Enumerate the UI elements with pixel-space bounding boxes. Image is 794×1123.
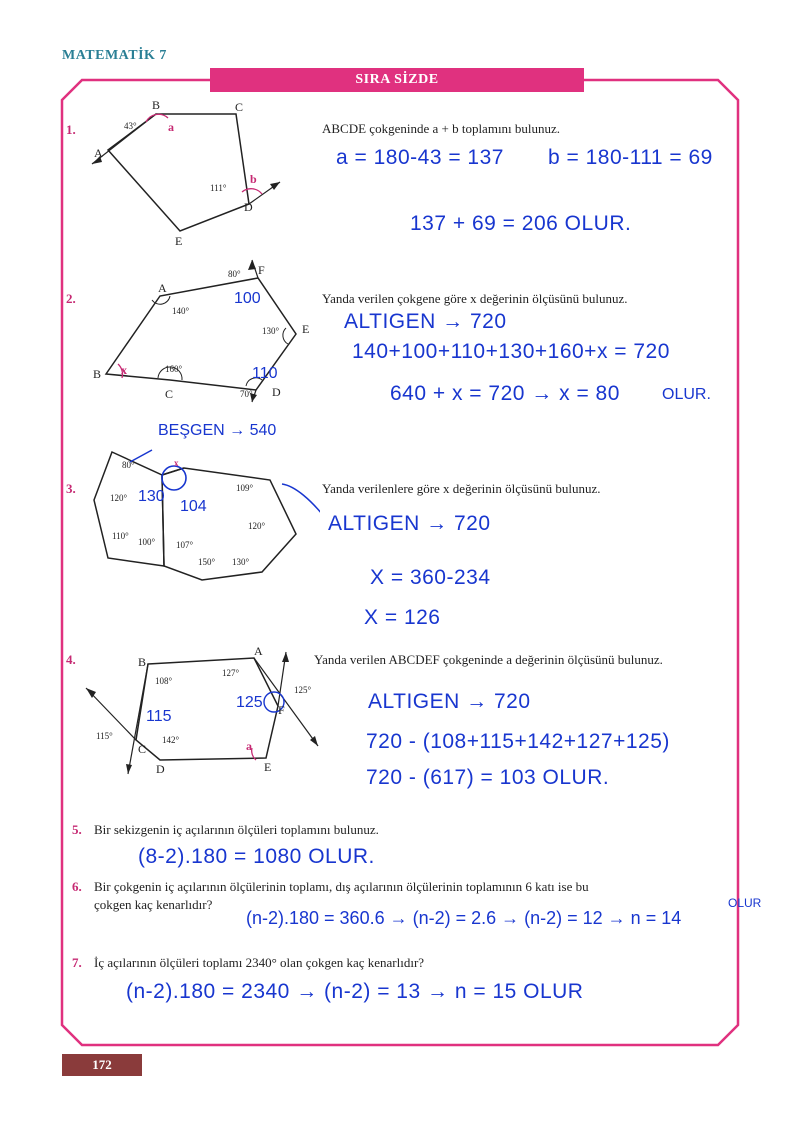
- fig1-label-E: E: [175, 234, 183, 248]
- fig2-label-C: C: [165, 387, 174, 401]
- fig3-angle-80: 80°: [122, 460, 135, 470]
- fig4-label-B: B: [138, 655, 147, 669]
- fig3-hw-130: 130: [138, 488, 165, 505]
- fig2-unknown-x: x: [121, 363, 127, 377]
- q2-hw-line2: 140+100+110+130+160+x = 720: [352, 340, 670, 363]
- fig4-unknown-a: a: [246, 739, 252, 753]
- q2-hw-line1: ALTIGEN → 720: [344, 310, 507, 333]
- question-3-number: 3.: [66, 481, 76, 496]
- fig3-hw-104: 104: [180, 498, 207, 515]
- question-6-number: 6.: [72, 879, 82, 894]
- question-2-text: Yanda verilen çokgene göre x değerinin ölçüsünü bulunuz.: [322, 291, 628, 306]
- q3-hw-besgen: BEŞGEN → 540: [158, 422, 277, 439]
- q1-hw-b: b = 180-111 = 69: [548, 146, 713, 169]
- figure-2-hexagon: [100, 256, 320, 406]
- question-4-text: Yanda verilen ABCDEF çokgeninde a değerinin ölçüsünü bulunuz.: [314, 652, 663, 667]
- q6-hw-olur: OLUR: [728, 896, 762, 910]
- fig3-angle-100: 100°: [138, 537, 156, 547]
- fig3-angle-110: 110°: [112, 531, 129, 541]
- question-7-text: İç açılarının ölçüleri toplamı 2340° olan çokgen kaç kenarlıdır?: [94, 955, 425, 970]
- question-3-text: Yanda verilenlere göre x değerinin ölçüsünü bulunuz.: [322, 481, 601, 496]
- fig4-angle-127: 127°: [222, 668, 240, 678]
- book-title: MATEMATİK 7: [62, 48, 167, 63]
- fig3-angle-130: 130°: [232, 557, 250, 567]
- fig1-label-D: D: [244, 200, 253, 214]
- fig4-label-F: F: [278, 703, 285, 717]
- q7-hw: (n-2).180 = 2340 → (n-2) = 13 → n = 15 OLUR: [126, 980, 584, 1003]
- fig1-unknown-b: b: [250, 172, 257, 186]
- fig2-label-D: D: [272, 385, 281, 399]
- fig4-angle-142: 142°: [162, 735, 180, 745]
- q4-hw-line2: 720 - (108+115+142+127+125): [366, 730, 670, 753]
- fig1-angle-111: 111°: [210, 183, 227, 193]
- fig2-angle-130: 130°: [262, 326, 280, 336]
- fig3-angle-109: 109°: [236, 483, 254, 493]
- q3-hw-line3: X = 126: [364, 606, 441, 629]
- q4-hw-line3: 720 - (617) = 103 OLUR.: [366, 766, 610, 789]
- fig4-label-E: E: [264, 760, 272, 774]
- fig2-hw-110: 110: [252, 365, 278, 382]
- question-5-text: Bir sekizgenin iç açılarının ölçüleri toplamını bulunuz.: [94, 822, 379, 837]
- fig4-hw-125: 125: [236, 694, 263, 711]
- fig2-angle-70: 70°: [240, 389, 253, 399]
- question-7-number: 7.: [72, 955, 82, 970]
- q2-hw-olur: OLUR.: [662, 386, 711, 403]
- question-5-number: 5.: [72, 822, 82, 837]
- fig3-angle-120a: 120°: [110, 493, 128, 503]
- fig3-angle-107: 107°: [176, 540, 194, 550]
- q3-hw-line2: X = 360-234: [370, 566, 491, 589]
- fig1-label-A: A: [94, 146, 103, 160]
- question-2-number: 2.: [66, 291, 76, 306]
- fig4-angle-115: 115°: [96, 731, 113, 741]
- fig1-angle-43: 43°: [124, 121, 137, 131]
- q1-hw-sum: 137 + 69 = 206 OLUR.: [410, 212, 632, 235]
- q2-hw-line3: 640 + x = 720 → x = 80: [390, 382, 620, 405]
- fig3-unknown-x: x: [174, 458, 179, 468]
- q4-hw-line1: ALTIGEN → 720: [368, 690, 531, 713]
- figure-4-hexagon: [84, 644, 324, 780]
- fig2-label-F: F: [258, 263, 265, 277]
- fig1-unknown-a: a: [168, 120, 174, 134]
- question-1-text: ABCDE çokgeninde a + b toplamını bulunuz.: [322, 121, 561, 136]
- fig2-angle-160: 160°: [165, 364, 183, 374]
- fig4-label-C: C: [138, 742, 147, 756]
- fig3-angle-120b: 120°: [248, 521, 266, 531]
- fig2-angle-140: 140°: [172, 306, 190, 316]
- fig2-hw-100: 100: [234, 290, 261, 307]
- fig1-label-B: B: [152, 98, 161, 112]
- fig3-angle-150: 150°: [198, 557, 216, 567]
- page-number: 172: [92, 1057, 112, 1072]
- figure-1-pentagon: [84, 96, 304, 256]
- fig2-label-A: A: [158, 281, 167, 295]
- fig1-label-C: C: [235, 100, 244, 114]
- q6-hw: (n-2).180 = 360.6 → (n-2) = 2.6 → (n-2) = 12 → n = 14: [246, 908, 682, 928]
- q3-hw-altigen: ALTIGEN → 720: [328, 512, 491, 535]
- q5-hw: (8-2).180 = 1080 OLUR.: [138, 845, 375, 868]
- fig4-angle-125: 125°: [294, 685, 312, 695]
- question-6-text-line2: çokgen kaç kenarlıdır?: [94, 897, 213, 912]
- fig2-angle-80: 80°: [228, 269, 241, 279]
- fig2-label-E: E: [302, 322, 310, 336]
- question-6-text-line1: Bir çokgenin iç açılarının ölçülerinin toplamı, dış açılarının ölçülerinin toplamının 6 katı ise bu: [94, 879, 589, 894]
- fig2-label-B: B: [93, 367, 102, 381]
- section-title: SIRA SİZDE: [355, 72, 439, 87]
- question-1-number: 1.: [66, 122, 76, 137]
- fig4-label-D: D: [156, 762, 165, 776]
- fig4-label-A: A: [254, 644, 263, 658]
- q1-hw-a: a = 180-43 = 137: [336, 146, 504, 169]
- question-4-number: 4.: [66, 652, 76, 667]
- fig4-angle-108: 108°: [155, 676, 173, 686]
- fig4-hw-115: 115: [146, 708, 172, 725]
